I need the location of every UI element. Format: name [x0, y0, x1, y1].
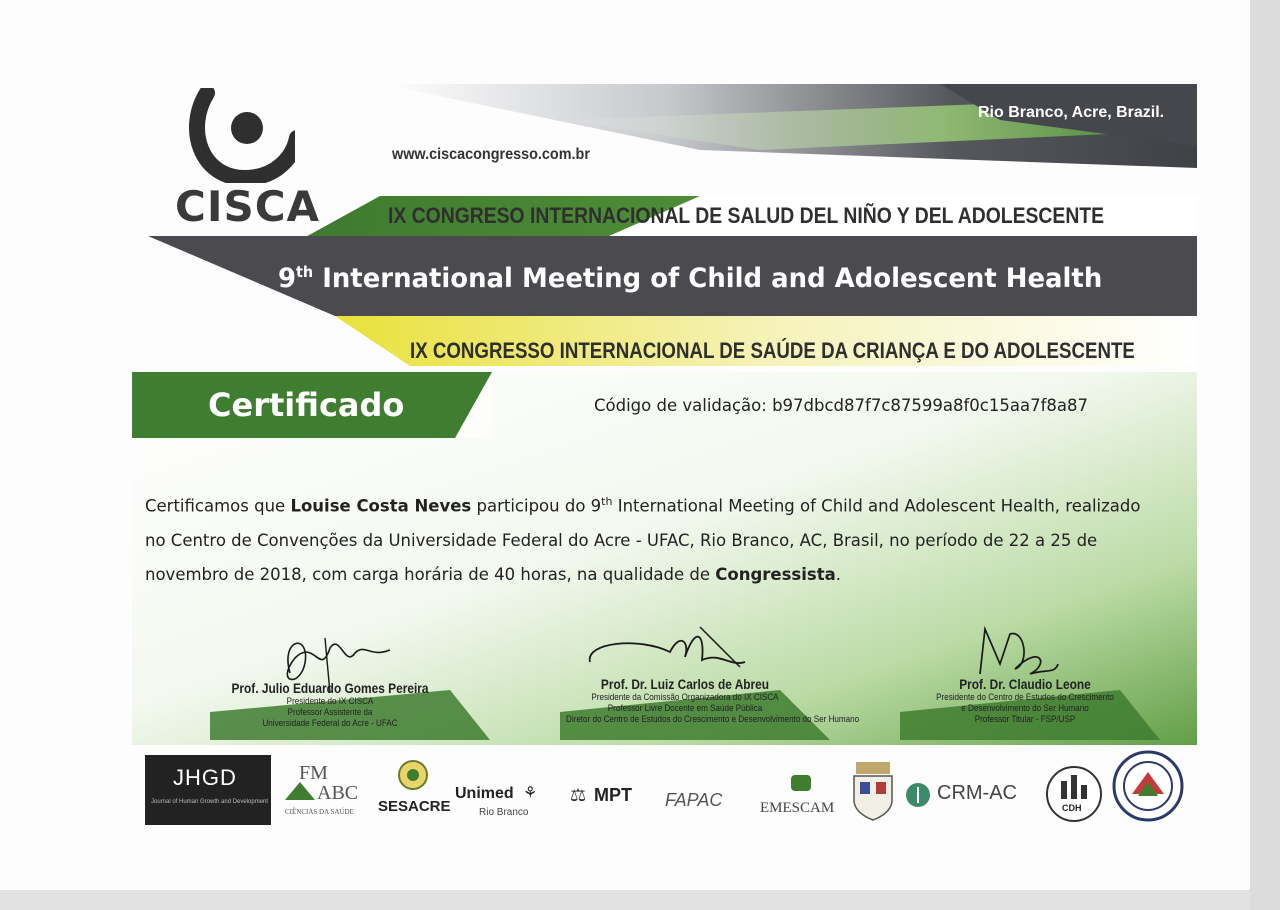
- fmabc-logo: FM ABC CIÊNCIAS DA SAÚDE: [285, 762, 359, 816]
- website-link[interactable]: www.ciscacongresso.com.br: [392, 146, 590, 163]
- certificate-heading: Certificado: [208, 386, 405, 424]
- title-portuguese: IX CONGRESSO INTERNACIONAL DE SAÚDE DA CRIANÇA E DO ADOLESCENTE: [410, 338, 1135, 363]
- title-english: 9th International Meeting of Child and Adolescent Health: [278, 263, 1103, 294]
- cisca-logo-icon: [185, 88, 295, 187]
- participation-quality: Congressista: [715, 564, 836, 584]
- signer-name: Prof. Dr. Claudio Leone: [959, 676, 1091, 692]
- title-spanish: IX CONGRESO INTERNACIONAL DE SALUD DEL NIÑO Y DEL ADOLESCENTE: [388, 203, 1105, 228]
- fapac-logo: FAPAC: [665, 790, 723, 810]
- unimed-logo: Unimed ⚘ Rio Branco: [455, 785, 538, 818]
- jhgd-logo: JHGD Journal of Human Growth and Development: [145, 755, 271, 825]
- cdh-logo: CDH: [1045, 765, 1103, 823]
- crm-ac-logo: CRM-AC: [905, 780, 1035, 820]
- photo-edge: [1250, 0, 1280, 910]
- signature-block-1: Prof. Julio Eduardo Gomes Pereira Presidente do IX CISCA Professor Assistente da Universidade Federal do Acre - UFAC: [195, 680, 465, 729]
- signature-block-3: Prof. Dr. Claudio Leone Presidente do Centro de Estudos do Crescimento e Desenvolvimento do Ser Humano Professor Titular - FSP/USP: [890, 676, 1160, 725]
- emescam-logo: EMESCAM: [760, 772, 850, 822]
- unimed-icon: ⚘: [523, 785, 538, 802]
- signer-name: Prof. Dr. Luiz Carlos de Abreu: [600, 676, 770, 692]
- participant-name: Louise Costa Neves: [290, 496, 472, 516]
- photo-bottom-edge: [0, 890, 1250, 910]
- certificate-body: Certificamos que Louise Costa Neves participou do 9th International Meeting of Child and Adolescent Health, realizado no Centro de Convenções da Universidade Federal do Acre - UFAC, Rio Branco, AC, Brasil, no período de 22 a 25 de novembro de 2018, com carga horária de 40 horas, na qualidade de Congressista.: [145, 495, 1141, 584]
- sesacre-logo: SESACRE: [378, 758, 448, 826]
- crm-emblem-icon: [905, 782, 931, 808]
- signature-3-scribble: [970, 624, 1060, 684]
- university-seal-icon: [1112, 750, 1184, 822]
- signer-name: Prof. Julio Eduardo Gomes Pereira: [231, 680, 429, 696]
- validation-code: Código de validação: b97dbcd87f7c87599a8f0c15aa7f8a87: [594, 396, 1089, 415]
- ufac-crest-icon: [850, 758, 896, 822]
- location-text: Rio Branco, Acre, Brazil.: [978, 104, 1165, 121]
- logo-text: CISCA: [175, 182, 321, 231]
- signature-2-scribble: [580, 622, 750, 682]
- cdh-emblem-icon: [1045, 765, 1103, 823]
- emescam-emblem-icon: [788, 772, 814, 794]
- mpt-logo: ⚖ MPT: [570, 785, 632, 805]
- signature-block-2: Prof. Dr. Luiz Carlos de Abreu Presidente da Comissão Organizadora do IX CISCA Professor Livre Docente em Saúde Pública Diretor do Centro de Estudos do Crescimento e Desenvolvimento do Ser Humano: [566, 676, 860, 725]
- mpt-icon: ⚖: [570, 785, 587, 805]
- sesacre-emblem-icon: [396, 758, 430, 792]
